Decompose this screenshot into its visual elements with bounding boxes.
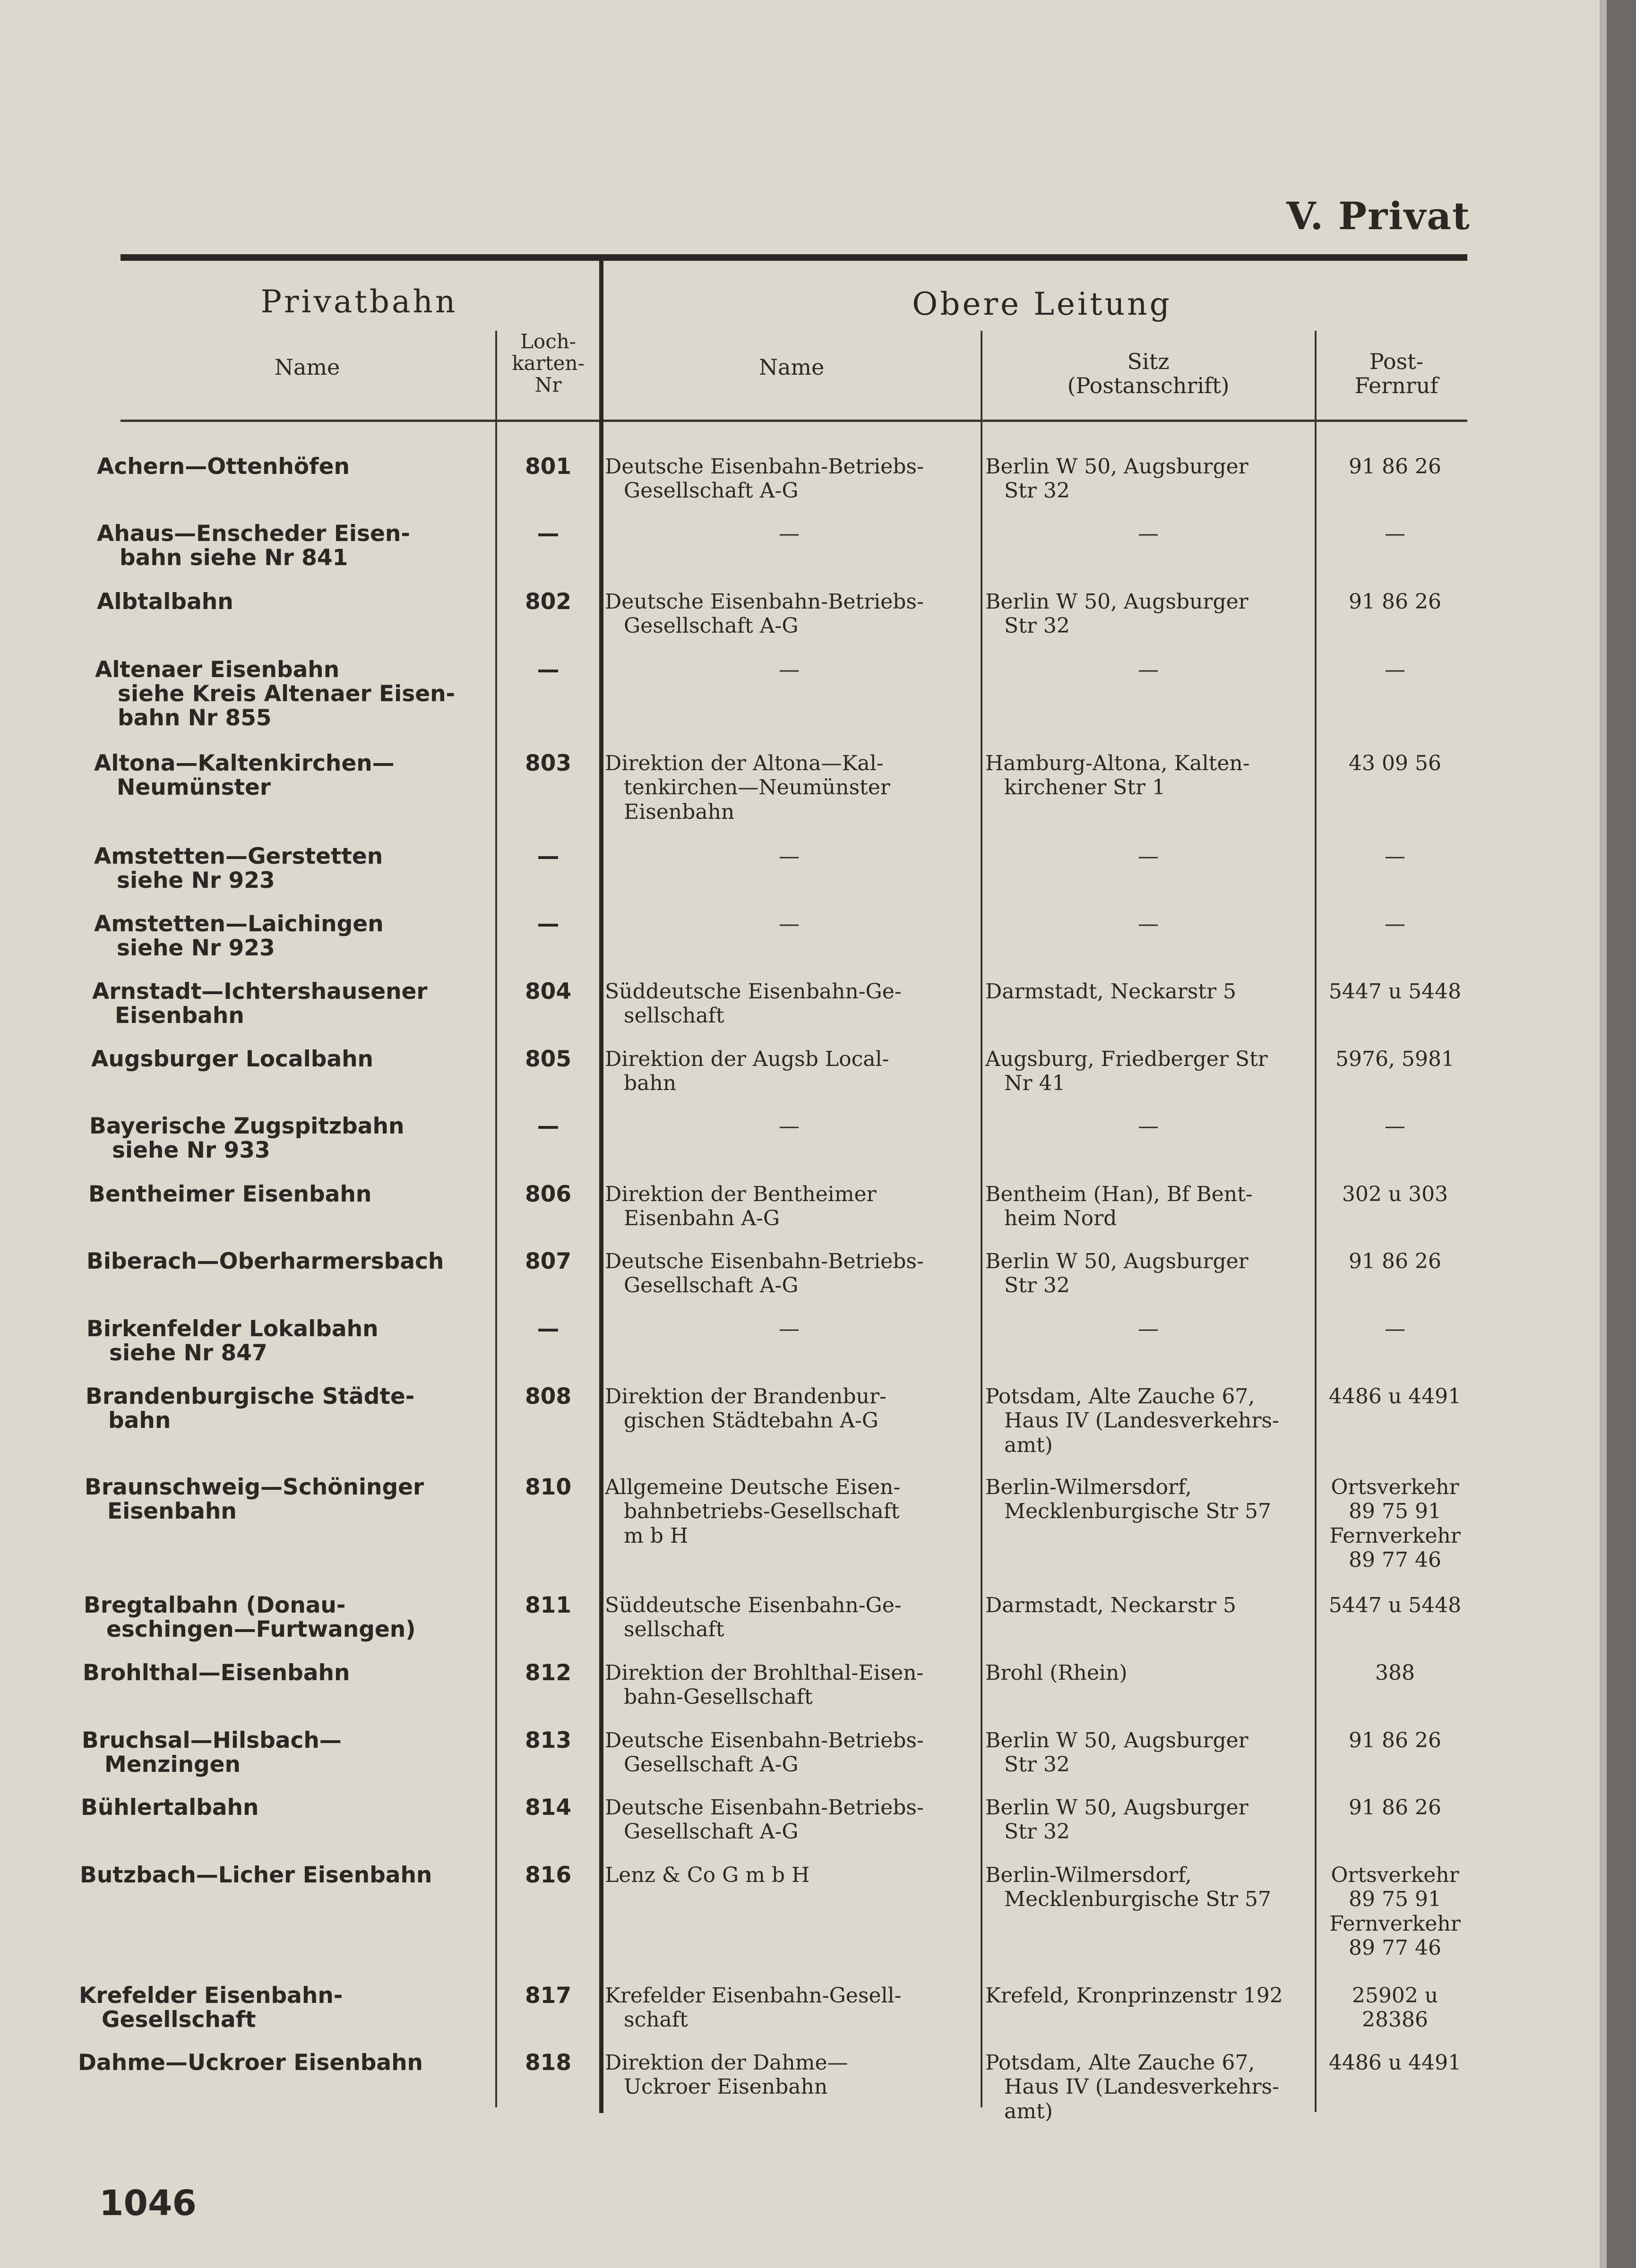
column-divider-line xyxy=(1315,331,1317,2112)
management-name-line: Gesellschaft A-G xyxy=(624,1753,799,1777)
railway-name-line: Butzbach—Licher Eisenbahn xyxy=(80,1862,432,1888)
railway-name-line: siehe Nr 847 xyxy=(109,1340,267,1366)
management-address-line: — xyxy=(1138,522,1159,546)
telephone-line: Fernverkehr xyxy=(1329,1911,1461,1936)
management-name xyxy=(605,1984,973,2032)
management-address xyxy=(985,1661,1311,1685)
management-name-line: Gesellschaft A-G xyxy=(624,479,799,503)
column-header-org-name: Name xyxy=(758,354,825,380)
railway-name-line: Eisenbahn xyxy=(115,1003,244,1029)
management-name xyxy=(605,2051,973,2099)
railway-name-line: Altenaer Eisenbahn xyxy=(95,657,340,683)
page-edge-shadow xyxy=(1600,0,1607,2268)
railway-name-line: Achern—Ottenhöfen xyxy=(97,454,350,480)
management-address-line: Str 32 xyxy=(1004,479,1070,503)
railway-name xyxy=(94,912,486,960)
management-name-line: Direktion der Brohlthal-Eisen- xyxy=(605,1661,924,1685)
management-address-line: Str 32 xyxy=(1004,1273,1070,1298)
telephone-line: 25902 u xyxy=(1352,1984,1438,2008)
management-address xyxy=(985,1984,1311,2008)
management-name-line: Uckroer Eisenbahn xyxy=(624,2075,828,2099)
railway-name xyxy=(91,1047,483,1071)
railway-name-line: Altona—Kaltenkirchen— xyxy=(94,750,395,776)
telephone xyxy=(1319,1593,1471,1617)
management-address-line: amt) xyxy=(1004,2099,1053,2123)
column-header-sitz: Sitz (Postanschrift) xyxy=(1067,349,1230,398)
lochkarten-number: 811 xyxy=(525,1592,572,1618)
management-address-line: Berlin W 50, Augsburger xyxy=(985,455,1249,479)
telephone-line: 302 u 303 xyxy=(1342,1182,1448,1206)
lochkarten-number: 814 xyxy=(525,1795,572,1821)
telephone-line: 89 77 46 xyxy=(1349,1548,1441,1572)
telephone-line: 28386 xyxy=(1362,2008,1428,2032)
management-name-line: Süddeutsche Eisenbahn-Ge- xyxy=(605,979,902,1004)
telephone xyxy=(1319,1863,1471,1960)
lochkarten-number: 813 xyxy=(525,1727,572,1753)
railway-name-line: Neumünster xyxy=(117,774,271,801)
management-address xyxy=(985,1796,1311,1844)
management-name-line: bahn xyxy=(624,1071,677,1096)
railway-name-line: Gesellschaft xyxy=(102,2007,256,2033)
column-header-name: Name xyxy=(274,354,340,380)
railway-name-line: bahn Nr 855 xyxy=(118,705,272,731)
telephone xyxy=(1319,1182,1471,1206)
lochkarten-number: — xyxy=(537,657,560,683)
header-top-rule xyxy=(121,254,1467,261)
management-address-line: Mecklenburgische Str 57 xyxy=(1004,1887,1272,1912)
management-address-line: Str 32 xyxy=(1004,614,1070,638)
management-address-line: — xyxy=(1138,658,1159,682)
management-address-line: — xyxy=(1138,1114,1159,1138)
management-name-line: tenkirchen—Neumünster xyxy=(624,775,890,800)
railway-name xyxy=(86,1384,478,1433)
management-name-line: Allgemeine Deutsche Eisen- xyxy=(605,1475,901,1499)
management-address-line: heim Nord xyxy=(1004,1206,1117,1231)
group-heading-obere-leitung: Obere Leitung xyxy=(912,286,1172,322)
railway-name-line: Bentheimer Eisenbahn xyxy=(88,1181,372,1207)
telephone xyxy=(1319,1047,1471,1071)
management-address xyxy=(985,751,1311,800)
management-address-line: Nr 41 xyxy=(1004,1071,1066,1096)
railway-name-line: eschingen—Furtwangen) xyxy=(106,1616,416,1643)
management-name xyxy=(605,658,973,682)
telephone xyxy=(1319,979,1471,1004)
telephone xyxy=(1319,1661,1471,1685)
railway-name-line: Eisenbahn xyxy=(107,1498,237,1525)
management-name-line: Direktion der Bentheimer xyxy=(605,1182,877,1206)
telephone xyxy=(1319,912,1471,936)
railway-name-line: Braunschweig—Schöninger xyxy=(85,1474,424,1500)
management-address xyxy=(985,455,1311,503)
railway-name-line: Albtalbahn xyxy=(97,589,233,615)
railway-name-line: Bruchsal—Hilsbach— xyxy=(82,1727,342,1753)
railway-name-line: Krefelder Eisenbahn- xyxy=(79,1983,343,2009)
management-name-line: Deutsche Eisenbahn-Betriebs- xyxy=(605,455,924,479)
management-name xyxy=(605,844,973,868)
railway-name xyxy=(95,658,487,730)
lochkarten-number: — xyxy=(537,521,560,547)
management-address-line: Berlin W 50, Augsburger xyxy=(985,590,1249,614)
telephone-line: 89 75 91 xyxy=(1349,1887,1441,1912)
telephone-line: 5976, 5981 xyxy=(1335,1047,1455,1071)
management-name xyxy=(605,1475,973,1548)
railway-name-line: Biberach—Oberharmersbach xyxy=(86,1248,444,1274)
management-name xyxy=(605,1047,973,1096)
management-address xyxy=(985,1593,1311,1617)
telephone xyxy=(1319,1475,1471,1572)
management-name-line: — xyxy=(779,522,800,546)
railway-name-line: Brandenburgische Städte- xyxy=(86,1383,415,1409)
management-name-line: Direktion der Augsb Local- xyxy=(605,1047,889,1071)
management-name-line: Eisenbahn A-G xyxy=(624,1206,780,1231)
management-address-line: Krefeld, Kronprinzenstr 192 xyxy=(985,1984,1283,2008)
railway-name-line: Birkenfelder Lokalbahn xyxy=(86,1316,379,1342)
lochkarten-number: — xyxy=(537,911,560,937)
management-address-line: Potsdam, Alte Zauche 67, xyxy=(985,2051,1255,2075)
railway-name xyxy=(79,1984,471,2032)
management-name-line: — xyxy=(779,912,800,936)
telephone xyxy=(1319,2051,1471,2075)
column-divider-line xyxy=(981,331,982,2107)
telephone xyxy=(1319,1317,1471,1341)
railway-name-line: siehe Kreis Altenaer Eisen- xyxy=(118,681,456,707)
railway-name xyxy=(80,1863,472,1887)
lochkarten-number: — xyxy=(537,1316,560,1342)
telephone xyxy=(1319,844,1471,868)
railway-name-line: Bühlertalbahn xyxy=(81,1795,259,1821)
telephone-line: — xyxy=(1385,912,1405,936)
management-address xyxy=(985,1182,1311,1231)
management-name-line: Direktion der Brandenbur- xyxy=(605,1384,887,1409)
telephone-line: — xyxy=(1385,844,1405,868)
telephone-line: 91 86 26 xyxy=(1349,1728,1441,1753)
railway-name-line: Amstetten—Gerstetten xyxy=(94,843,383,869)
management-address xyxy=(985,1114,1311,1138)
telephone xyxy=(1319,1384,1471,1409)
management-address-line: Bentheim (Han), Bf Bent- xyxy=(985,1182,1253,1206)
column-header-fernruf: Post- Fernruf xyxy=(1354,349,1438,398)
management-name-line: Direktion der Dahme— xyxy=(605,2051,848,2075)
management-name xyxy=(605,455,973,503)
management-name-line: Deutsche Eisenbahn-Betriebs- xyxy=(605,1249,924,1273)
page-heading: V. Privat xyxy=(1286,194,1471,238)
railway-name-line: bahn xyxy=(108,1408,171,1434)
management-address-line: Str 32 xyxy=(1004,1753,1070,1777)
management-address-line: kirchener Str 1 xyxy=(1004,775,1166,800)
management-address-line: Mecklenburgische Str 57 xyxy=(1004,1499,1272,1524)
railway-name-line: Menzingen xyxy=(104,1752,241,1778)
telephone-line: 89 77 46 xyxy=(1349,1936,1441,1960)
railway-name-line: bahn siehe Nr 841 xyxy=(120,545,348,571)
management-name-line: Deutsche Eisenbahn-Betriebs- xyxy=(605,1796,924,1820)
railway-name-line: siehe Nr 923 xyxy=(117,868,275,894)
management-address xyxy=(985,522,1311,546)
telephone-line: 89 75 91 xyxy=(1349,1499,1441,1524)
railway-name xyxy=(94,751,486,799)
management-address xyxy=(985,2051,1311,2123)
telephone xyxy=(1319,751,1471,775)
lochkarten-number: 801 xyxy=(525,454,572,480)
management-address xyxy=(985,912,1311,936)
railway-name-line: Bayerische Zugspitzbahn xyxy=(89,1113,405,1139)
railway-name-line: Amstetten—Laichingen xyxy=(94,911,384,937)
management-address-line: — xyxy=(1138,1317,1159,1341)
telephone xyxy=(1319,1249,1471,1273)
management-address-line: Hamburg-Altona, Kalten- xyxy=(985,751,1250,775)
management-address-line: Darmstadt, Neckarstr 5 xyxy=(985,979,1236,1004)
management-name-line: — xyxy=(779,844,800,868)
management-name xyxy=(605,1317,973,1341)
telephone xyxy=(1319,1114,1471,1138)
telephone xyxy=(1319,1796,1471,1820)
management-address xyxy=(985,1317,1311,1341)
management-name xyxy=(605,1182,973,1231)
telephone-line: 91 86 26 xyxy=(1349,455,1441,479)
management-address xyxy=(985,1863,1311,1912)
railway-name xyxy=(81,1796,473,1820)
management-name xyxy=(605,1593,973,1642)
section-divider-line xyxy=(599,261,603,2113)
railway-name-line: Augsburger Localbahn xyxy=(91,1046,374,1072)
telephone xyxy=(1319,1728,1471,1753)
management-address-line: — xyxy=(1138,912,1159,936)
management-name xyxy=(605,522,973,546)
management-name xyxy=(605,751,973,824)
lochkarten-number: 805 xyxy=(525,1046,572,1072)
management-address-line: Darmstadt, Neckarstr 5 xyxy=(985,1593,1236,1617)
management-name-line: Deutsche Eisenbahn-Betriebs- xyxy=(605,590,924,614)
management-name-line: — xyxy=(779,1114,800,1138)
lochkarten-number: 817 xyxy=(525,1983,572,2009)
management-name xyxy=(605,1249,973,1298)
telephone-line: 4486 u 4491 xyxy=(1328,2051,1462,2075)
railway-name xyxy=(78,2051,470,2075)
lochkarten-number: 812 xyxy=(525,1660,572,1686)
management-name xyxy=(605,1863,973,1887)
group-heading-privatbahn: Privatbahn xyxy=(260,284,458,320)
management-address xyxy=(985,844,1311,868)
lochkarten-number: 806 xyxy=(525,1181,572,1207)
telephone-line: 91 86 26 xyxy=(1349,1249,1441,1273)
railway-name xyxy=(83,1661,475,1685)
management-address-line: amt) xyxy=(1004,1433,1053,1457)
railway-name xyxy=(84,1593,476,1641)
management-name xyxy=(605,912,973,936)
management-name-line: Eisenbahn xyxy=(624,799,735,824)
lochkarten-number: 804 xyxy=(525,979,572,1005)
management-address-line: Potsdam, Alte Zauche 67, xyxy=(985,1384,1255,1409)
management-name-line: — xyxy=(779,1317,800,1341)
management-name xyxy=(605,1114,973,1138)
management-address xyxy=(985,1475,1311,1524)
telephone xyxy=(1319,590,1471,614)
management-name-line: bahnbetriebs-Gesellschaft xyxy=(624,1499,900,1524)
railway-name-line: Arnstadt—Ichtershausener xyxy=(92,979,428,1005)
railway-name xyxy=(82,1728,474,1777)
management-name xyxy=(605,1796,973,1844)
management-name-line: Gesellschaft A-G xyxy=(624,614,799,638)
management-address xyxy=(985,1728,1311,1777)
railway-name xyxy=(97,590,489,614)
lochkarten-number: 807 xyxy=(525,1248,572,1274)
lochkarten-number: 810 xyxy=(525,1474,572,1500)
management-name-line: bahn-Gesellschaft xyxy=(624,1685,813,1710)
management-name xyxy=(605,1728,973,1777)
management-address xyxy=(985,1249,1311,1298)
telephone-line: — xyxy=(1385,522,1405,546)
management-name-line: Krefelder Eisenbahn-Gesell- xyxy=(605,1984,902,2008)
management-address xyxy=(985,1047,1311,1096)
lochkarten-number: — xyxy=(537,843,560,869)
management-name-line: Gesellschaft A-G xyxy=(624,1273,799,1298)
header-bottom-rule xyxy=(121,420,1467,422)
management-name-line: Gesellschaft A-G xyxy=(624,1820,799,1844)
telephone xyxy=(1319,455,1471,479)
management-address-line: Str 32 xyxy=(1004,1820,1070,1844)
management-address-line: Haus IV (Landesverkehrs- xyxy=(1004,2075,1279,2099)
railway-name xyxy=(97,455,489,479)
management-address-line: Berlin-Wilmersdorf, xyxy=(985,1475,1192,1499)
telephone-line: — xyxy=(1385,1317,1405,1341)
management-address xyxy=(985,658,1311,682)
railway-name-line: siehe Nr 923 xyxy=(117,935,275,962)
telephone-line: 5447 u 5448 xyxy=(1328,1593,1462,1617)
management-address xyxy=(985,590,1311,638)
telephone-line: Ortsverkehr xyxy=(1331,1863,1459,1887)
management-name-line: sellschaft xyxy=(624,1617,724,1642)
railway-name xyxy=(92,979,484,1028)
column-divider-line xyxy=(495,331,497,2107)
railway-name xyxy=(86,1317,479,1365)
management-name xyxy=(605,1661,973,1710)
management-name xyxy=(605,979,973,1028)
management-address-line: Berlin W 50, Augsburger xyxy=(985,1728,1249,1753)
telephone-line: 388 xyxy=(1375,1661,1415,1685)
railway-name xyxy=(89,1114,482,1162)
column-header-lochkarten: Loch- karten- Nr xyxy=(512,330,585,397)
management-address-line: Haus IV (Landesverkehrs- xyxy=(1004,1409,1279,1433)
management-name-line: — xyxy=(779,658,800,682)
page-edge xyxy=(1607,0,1636,2268)
telephone-line: — xyxy=(1385,1114,1405,1138)
railway-name-line: Bregtalbahn (Donau- xyxy=(84,1592,346,1618)
page-number: 1046 xyxy=(99,2183,197,2224)
railway-name-line: Brohlthal—Eisenbahn xyxy=(83,1660,350,1686)
management-address xyxy=(985,979,1311,1004)
telephone xyxy=(1319,658,1471,682)
railway-name xyxy=(88,1182,481,1206)
management-name-line: Direktion der Altona—Kal- xyxy=(605,751,884,775)
management-address-line: Berlin W 50, Augsburger xyxy=(985,1796,1249,1820)
railway-name xyxy=(86,1249,479,1273)
lochkarten-number: 803 xyxy=(525,750,572,776)
telephone-line: 43 09 56 xyxy=(1349,751,1441,775)
management-address-line: — xyxy=(1138,844,1159,868)
telephone-line: — xyxy=(1385,658,1405,682)
railway-name xyxy=(85,1475,477,1523)
management-name-line: gischen Städtebahn A-G xyxy=(624,1409,878,1433)
management-address-line: Berlin-Wilmersdorf, xyxy=(985,1863,1192,1887)
lochkarten-number: 802 xyxy=(525,589,572,615)
telephone xyxy=(1319,522,1471,546)
railway-name xyxy=(94,844,486,893)
management-address-line: Berlin W 50, Augsburger xyxy=(985,1249,1249,1273)
telephone-line: 4486 u 4491 xyxy=(1328,1384,1462,1409)
management-name-line: Lenz & Co G m b H xyxy=(605,1863,810,1887)
railway-name-line: Ahaus—Enscheder Eisen- xyxy=(97,521,410,547)
management-address xyxy=(985,1384,1311,1457)
management-name-line: m b H xyxy=(624,1523,689,1548)
lochkarten-number: — xyxy=(537,1113,560,1139)
management-name xyxy=(605,1384,973,1433)
management-name-line: sellschaft xyxy=(624,1004,724,1028)
telephone-line: 5447 u 5448 xyxy=(1328,979,1462,1004)
railway-name xyxy=(97,522,489,570)
management-name-line: schaft xyxy=(624,2008,688,2032)
lochkarten-number: 816 xyxy=(525,1862,572,1888)
telephone-line: Fernverkehr xyxy=(1329,1523,1461,1548)
management-address-line: Brohl (Rhein) xyxy=(985,1661,1128,1685)
lochkarten-number: 808 xyxy=(525,1383,572,1409)
management-address-line: Augsburg, Friedberger Str xyxy=(985,1047,1268,1071)
telephone xyxy=(1319,1984,1471,2032)
management-name-line: Deutsche Eisenbahn-Betriebs- xyxy=(605,1728,924,1753)
telephone-line: 91 86 26 xyxy=(1349,590,1441,614)
telephone-line: 91 86 26 xyxy=(1349,1796,1441,1820)
management-name-line: Süddeutsche Eisenbahn-Ge- xyxy=(605,1593,902,1617)
railway-name-line: siehe Nr 933 xyxy=(112,1137,270,1164)
railway-name-line: Dahme—Uckroer Eisenbahn xyxy=(78,2050,423,2076)
telephone-line: Ortsverkehr xyxy=(1331,1475,1459,1499)
management-name xyxy=(605,590,973,638)
lochkarten-number: 818 xyxy=(525,2050,572,2076)
